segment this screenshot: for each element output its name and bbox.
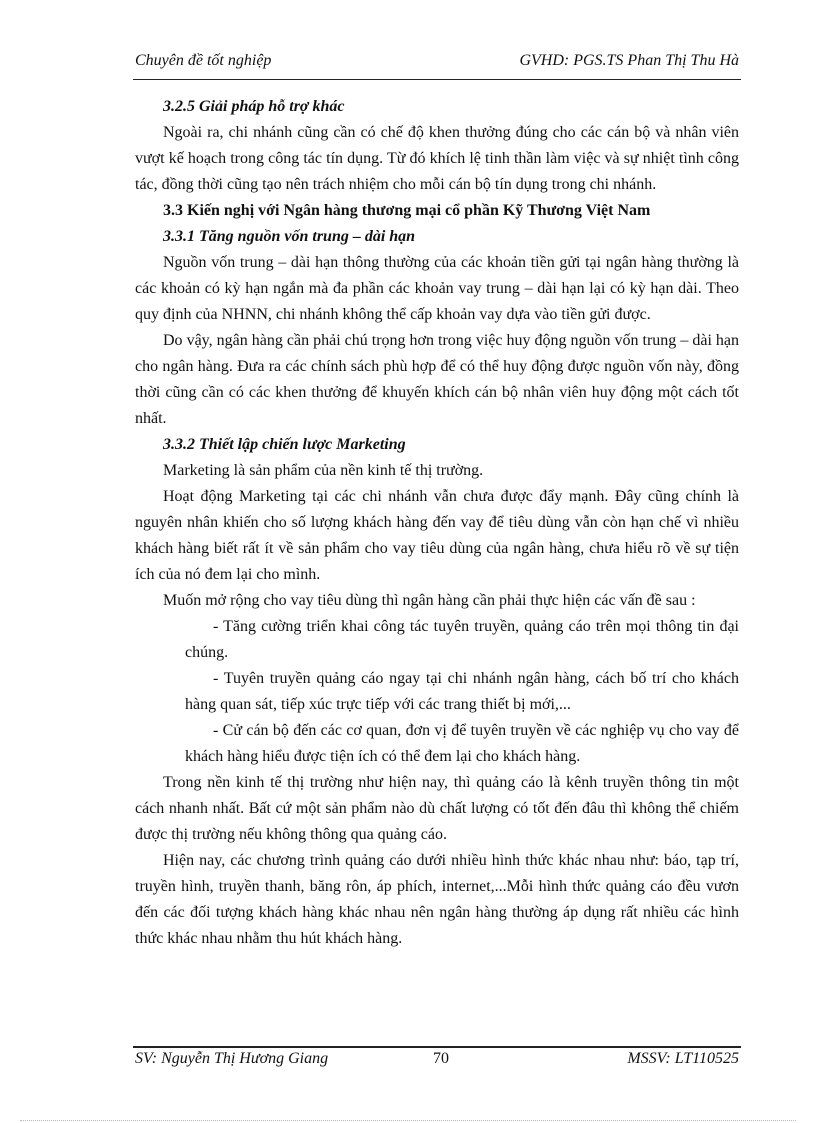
paragraph-marketing-intro: Marketing là sản phẩm của nền kinh tế thị trường. [163,462,484,479]
footer-divider [133,1046,741,1048]
page-footer [135,1050,739,1068]
heading-3-3-1: 3.3.1 Tăng nguồn vốn trung – dài hạn [163,228,416,245]
heading-3-3-2: 3.3.2 Thiết lập chiến lược Marketing [163,436,406,453]
paragraph-marketing-status: Hoạt động Marketing tại các chi nhánh vẫn chưa được đẩy mạnh. Đây cũng chính là nguyên nhân khiến cho số lượng khách hàng đến vay để tiêu dùng vẫn còn hạn chế vì nhiều khách hàng biết rất ít về sản phẩm cho vay tiêu dùng của ngân hàng, chưa hiểu rõ về sự tiện ích của nó đem lại cho mình. [135,488,739,583]
page-body [135,94,739,952]
footer-student-id: MSSV: LT110525 [627,1050,739,1067]
page-number: 70 [433,1050,449,1067]
paragraph-capital-sources: Nguồn vốn trung – dài hạn thông thường của các khoản tiền gửi tại ngân hàng thường là các khoản có kỳ hạn ngắn mà đa phần các khoản vay trung – dài hạn lại có kỳ hạn dài. Theo quy định của NHNN, chi nhánh không thể cấp khoản vay dựa vào tiền gửi được. [135,254,739,323]
paragraph-advertising-forms: Hiện nay, các chương trình quảng cáo dưới nhiều hình thức khác nhau như: báo, tạp trí, truyền hình, truyền thanh, băng rôn, áp phích, internet,...Mỗi hình thức quảng cáo đều vươn đến các đối tượng khách hàng khác nhau nên ngân hàng thường áp dụng rất nhiều các hình thức khác nhau nhằm thu hút khách hàng. [135,852,739,947]
header-divider [133,79,741,80]
heading-3-3: 3.3 Kiến nghị với Ngân hàng thương mại cổ phần Kỹ Thương Việt Nam [163,202,651,219]
page-edge-dotted-line [20,1120,796,1121]
header-course-title: Chuyên đề tốt nghiệp [135,52,272,69]
paragraph-rewards: Ngoài ra, chi nhánh cũng cần có chế độ khen thưởng đúng cho các cán bộ và nhân viên vượt kế hoạch trong công tác tín dụng. Từ đó khích lệ tinh thần làm việc và sự nhiệt tình công tác, đồng thời cũng tạo nên trách nhiệm cho mỗi cán bộ tín dụng trong chi nhánh. [135,124,739,193]
paragraph-advertising-channel: Trong nền kinh tế thị trường như hiện nay, thì quảng cáo là kênh truyền thông tin một cách nhanh nhất. Bất cứ một sản phẩm nào dù chất lượng có tốt đến đâu thì không thể chiếm được thị trường nếu không thông qua quảng cáo. [135,774,739,843]
footer-student-name: SV: Nguyễn Thị Hương Giang [135,1050,329,1067]
heading-3-2-5: 3.2.5 Giải pháp hỗ trợ khác [163,98,345,115]
header-supervisor: GVHD: PGS.TS Phan Thị Thu Hà [519,52,739,69]
list-item: - Cử cán bộ đến các cơ quan, đơn vị để tuyên truyền về các nghiệp vụ cho vay để khách hàng hiểu được tiện ích có thể đem lại cho khách hàng. [185,722,739,765]
list-item: - Tăng cường triển khai công tác tuyên truyền, quảng cáo trên mọi thông tin đại chúng. [185,618,739,661]
paragraph-mobilization: Do vậy, ngân hàng cần phải chú trọng hơn trong việc huy động nguồn vốn trung – dài hạn cho ngân hàng. Đưa ra các chính sách phù hợp để có thể huy động được nguồn vốn này, đồng thời cũng cần có các khen thưởng để khuyến khích cán bộ nhân viên huy động một cách tốt nhất. [135,332,739,427]
list-item: - Tuyên truyền quảng cáo ngay tại chi nhánh ngân hàng, cách bố trí cho khách hàng quan sát, tiếp xúc trực tiếp với các trang thiết bị mới,... [185,670,739,713]
paragraph-expansion-needs: Muốn mở rộng cho vay tiêu dùng thì ngân hàng cần phải thực hiện các vấn đề sau : [163,592,696,609]
page-header [135,52,739,70]
